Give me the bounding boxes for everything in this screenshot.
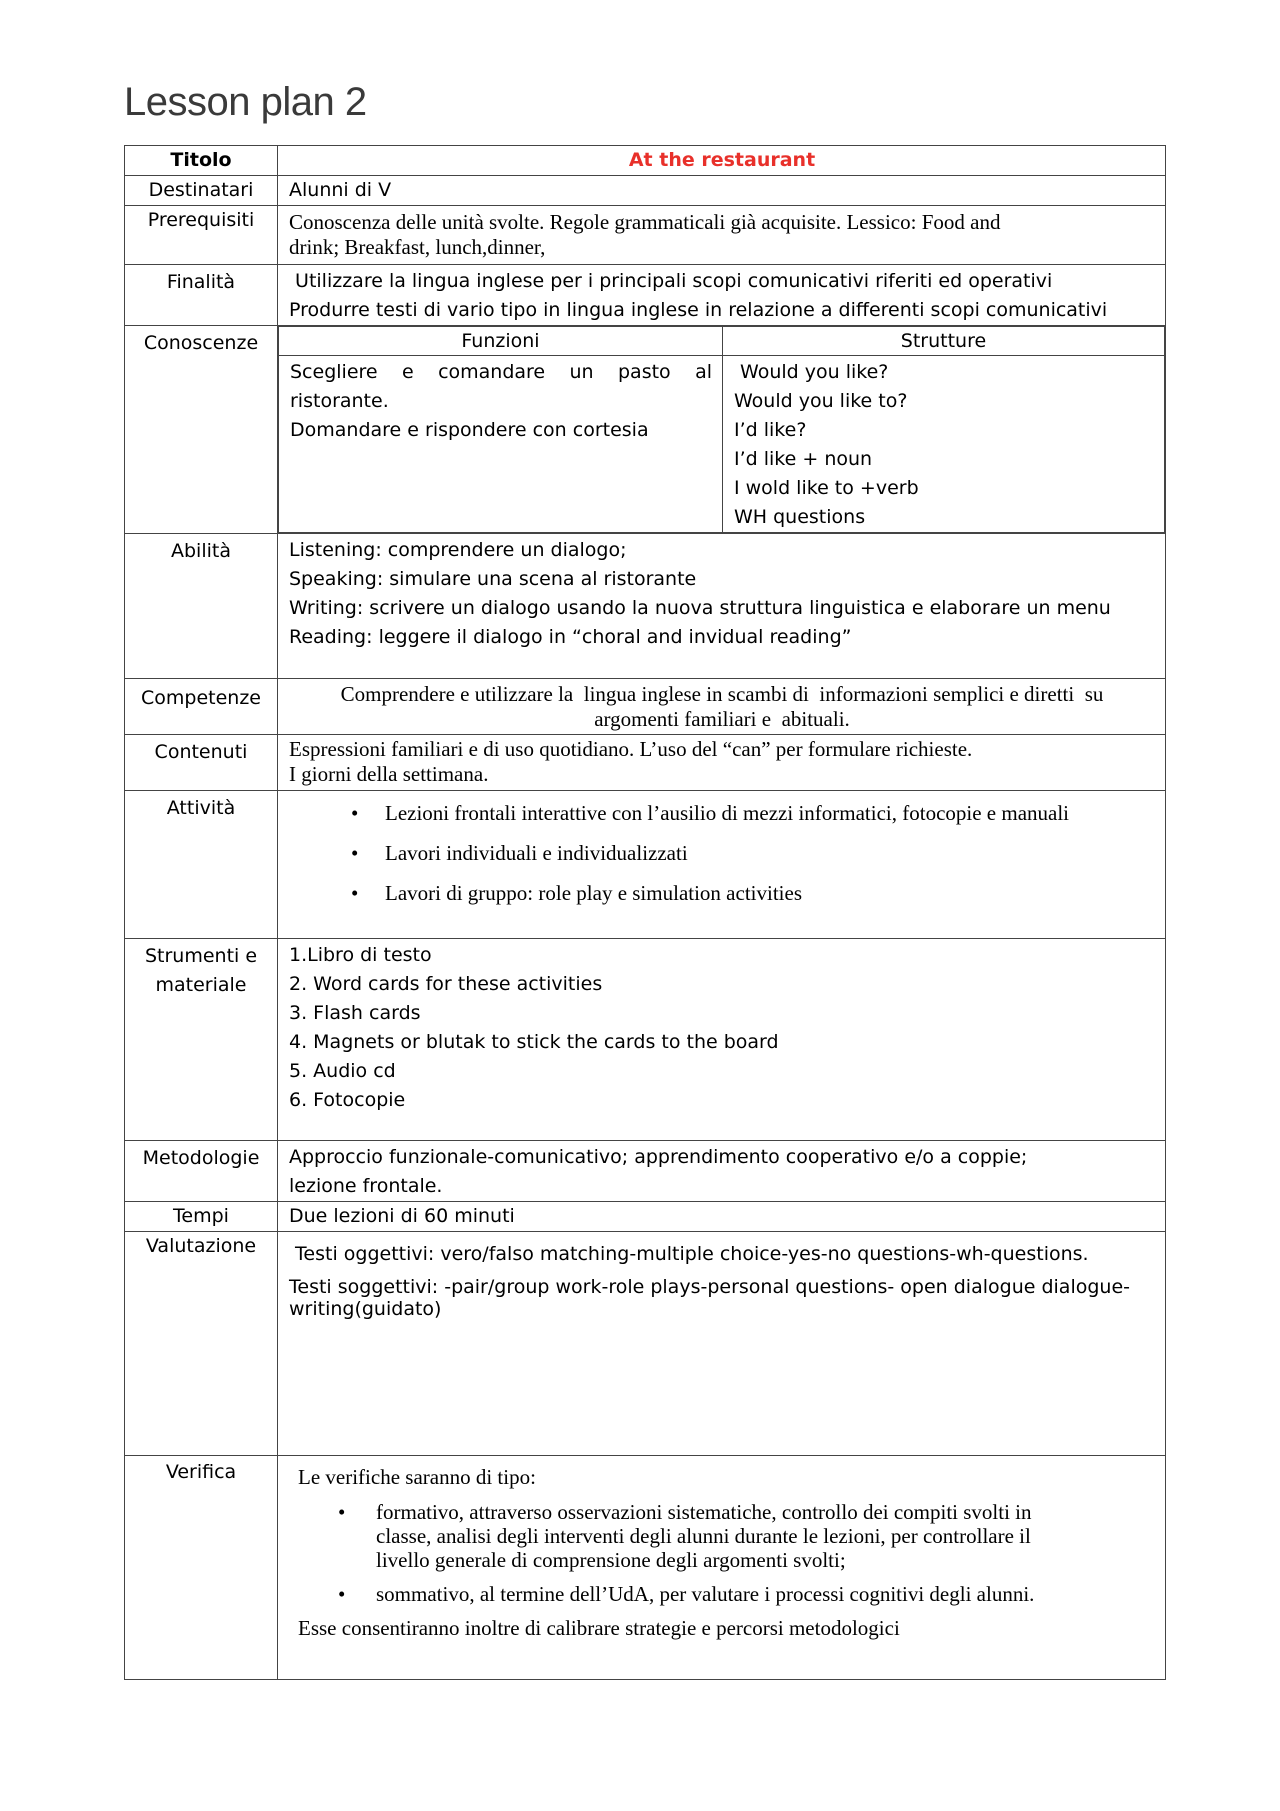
verifica-text: formativo, attraverso osservazioni sistematiche, controllo dei compiti svolti in [376, 1500, 1032, 1524]
value-attivita [278, 791, 1166, 939]
attivita-item [289, 841, 1155, 866]
finalita-line: Utilizzare la lingua inglese per i principali scopi comunicativi riferiti ed operativi [289, 270, 1053, 292]
strutture-item: I’d like? [734, 419, 807, 441]
label-abilita: Abilità [125, 534, 278, 679]
strutture-item: Would you like? [734, 361, 889, 383]
row-conoscenze [125, 326, 1166, 534]
label-verifica: Verifica [125, 1456, 278, 1680]
label-titolo: Titolo [125, 146, 278, 176]
label-contenuti: Contenuti [125, 735, 278, 791]
strutture-item: WH questions [734, 506, 866, 528]
strumenti-item: 3. Flash cards [289, 1002, 421, 1024]
valutazione-oggettivi: Testi oggettivi: vero/falso matching-multiple choice-yes-no questions-wh-questions. [289, 1243, 1089, 1265]
funzioni-item: Domandare e rispondere con cortesia [290, 419, 649, 441]
row-competenze [125, 679, 1166, 735]
valutazione-soggettivi: Testi soggettivi: -pair/group work-role plays-personal questions- open dialogue dialogue- [289, 1276, 1131, 1298]
strutture-item: Would you like to? [734, 390, 908, 412]
row-finalita [125, 265, 1166, 326]
strumenti-item: 5. Audio cd [289, 1060, 396, 1082]
value-metodologie [278, 1141, 1166, 1202]
prerequisiti-line: Conoscenza delle unità svolte. Regole grammaticali già acquisite. Lessico: Food and [289, 210, 1001, 234]
strutture-header: Strutture [723, 327, 1165, 356]
verifica-text: livello generale di comprensione degli argomenti svolti; [376, 1548, 846, 1572]
label-competenze: Competenze [125, 679, 278, 735]
value-verifica [278, 1456, 1166, 1680]
row-prerequisiti [125, 206, 1166, 265]
strumenti-item: 2. Word cards for these activities [289, 973, 603, 995]
strumenti-item: 1.Libro di testo [289, 944, 432, 966]
funzioni-header: Funzioni [279, 327, 723, 356]
metodologie-line: lezione frontale. [289, 1175, 443, 1197]
label-tempi: Tempi [125, 1202, 278, 1232]
funzioni-item: Scegliere e comandare un pasto al ristorante. [290, 361, 712, 412]
value-valutazione [278, 1232, 1166, 1456]
contenuti-line: I giorni della settimana. [289, 762, 489, 786]
verifica-outro: Esse consentiranno inoltre di calibrare strategie e percorsi metodologici [298, 1616, 900, 1640]
strutture-item: I wold like to +verb [734, 477, 919, 499]
attivita-item [289, 801, 1155, 826]
attivita-list [289, 801, 1155, 906]
value-titolo: At the restaurant [278, 146, 1166, 176]
label-metodologie: Metodologie [125, 1141, 278, 1202]
funzioni-cell [279, 356, 723, 533]
valutazione-soggettivi: writing(guidato) [289, 1298, 442, 1320]
value-competenze [278, 679, 1166, 735]
attivita-text: Lavori di gruppo: role play e simulation activities [385, 881, 802, 905]
abilita-line: Speaking: simulare una scena al ristorante [289, 568, 697, 590]
value-abilita [278, 534, 1166, 679]
strutture-item: I’d like + noun [734, 448, 873, 470]
label-finalita: Finalità [125, 265, 278, 326]
strumenti-label-line: materiale [155, 974, 247, 996]
bullet-icon: • [351, 801, 359, 825]
value-contenuti [278, 735, 1166, 791]
verifica-text: sommativo, al termine dell’UdA, per valutare i processi cognitivi degli alunni. [376, 1582, 1035, 1606]
value-prerequisiti [278, 206, 1166, 265]
strumenti-item: 6. Fotocopie [289, 1089, 406, 1111]
value-destinatari: Alunni di V [278, 176, 1166, 206]
lesson-plan-table [124, 145, 1166, 1680]
attivita-item [289, 881, 1155, 906]
page-title: Lesson plan 2 [124, 80, 367, 124]
value-conoscenze [278, 326, 1166, 534]
bullet-icon: • [351, 841, 359, 865]
row-contenuti [125, 735, 1166, 791]
label-prerequisiti: Prerequisiti [125, 206, 278, 265]
row-attivita [125, 791, 1166, 939]
attivita-text: Lavori individuali e individualizzati [385, 841, 688, 865]
verifica-item [298, 1582, 1155, 1606]
row-metodologie [125, 1141, 1166, 1202]
abilita-line: Reading: leggere il dialogo in “choral and invidual reading” [289, 626, 852, 648]
strumenti-item: 4. Magnets or blutak to stick the cards to the board [289, 1031, 779, 1053]
abilita-line: Listening: comprendere un dialogo; [289, 539, 627, 561]
label-attivita: Attività [125, 791, 278, 939]
row-titolo [125, 146, 1166, 176]
strumenti-label-line: Strumenti e [144, 945, 258, 967]
value-strumenti [278, 939, 1166, 1141]
metodologie-line: Approccio funzionale-comunicativo; apprendimento cooperativo e/o a coppie; [289, 1146, 1028, 1168]
verifica-list [298, 1500, 1155, 1606]
value-tempi: Due lezioni di 60 minuti [278, 1202, 1166, 1232]
contenuti-line: Espressioni familiari e di uso quotidiano. L’uso del “can” per formulare richieste. [289, 737, 973, 761]
abilita-line: Writing: scrivere un dialogo usando la nuova struttura linguistica e elaborare un menu [289, 597, 1111, 619]
finalita-line: Produrre testi di vario tipo in lingua inglese in relazione a differenti scopi comunicativi [289, 299, 1108, 321]
verifica-intro: Le verifiche saranno di tipo: [298, 1465, 536, 1489]
row-verifica [125, 1456, 1166, 1680]
attivita-text: Lezioni frontali interattive con l’ausilio di mezzi informatici, fotocopie e manuali [385, 801, 1070, 825]
label-conoscenze: Conoscenze [125, 326, 278, 534]
conoscenze-subtable [278, 326, 1165, 533]
bullet-icon: • [338, 1582, 346, 1606]
verifica-item [298, 1500, 1155, 1572]
row-strumenti [125, 939, 1166, 1141]
strutture-cell [723, 356, 1165, 533]
row-destinatari [125, 176, 1166, 206]
competenze-line: Comprendere e utilizzare la lingua inglese in scambi di informazioni semplici e diretti su [340, 682, 1104, 706]
row-abilita [125, 534, 1166, 679]
verifica-text: classe, analisi degli interventi degli alunni durante le lezioni, per controllare il [376, 1524, 1031, 1548]
row-valutazione [125, 1232, 1166, 1456]
row-tempi [125, 1202, 1166, 1232]
prerequisiti-line: drink; Breakfast, lunch,dinner, [289, 235, 546, 259]
bullet-icon: • [351, 881, 359, 905]
label-strumenti [125, 939, 278, 1141]
label-destinatari: Destinatari [125, 176, 278, 206]
value-finalita [278, 265, 1166, 326]
bullet-icon: • [338, 1500, 346, 1524]
competenze-line: argomenti familiari e abituali. [594, 707, 850, 731]
label-valutazione: Valutazione [125, 1232, 278, 1456]
